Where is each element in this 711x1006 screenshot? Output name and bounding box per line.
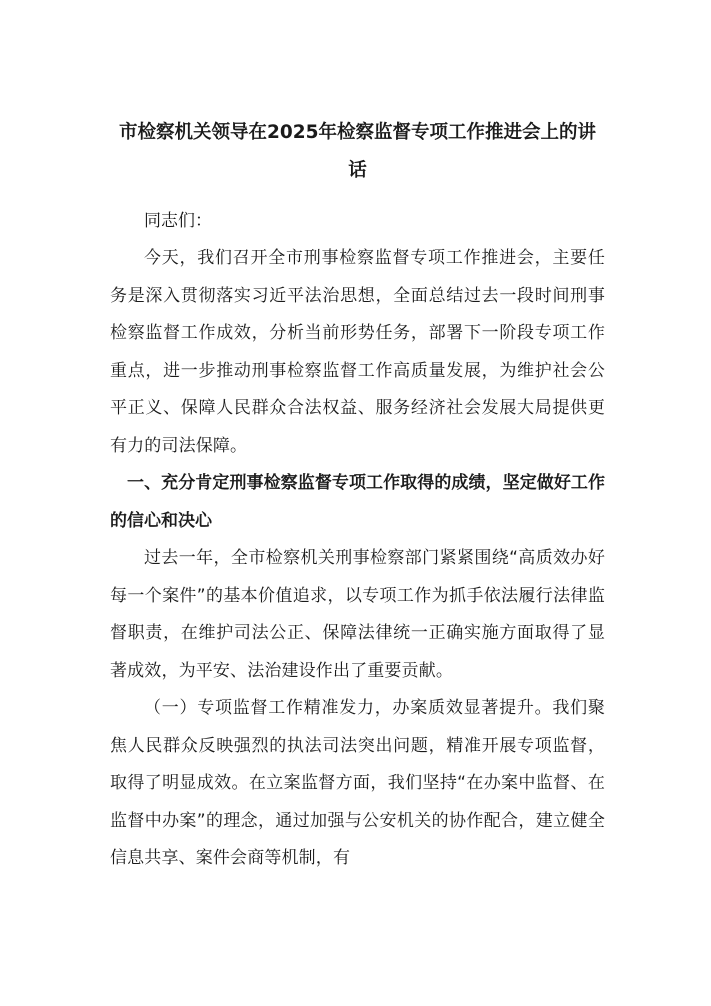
intro-paragraph: 今天，我们召开全市刑事检察监督专项工作推进会，主要任务是深入贯彻落实习近平法治思想，全面总结过去一段时间刑事检察监督工作成效，分析当前形势任务，部署下一阶段专项工作重点，进一步推动刑事检察监督工作高质量发展，为维护社会公平正义、保障人民群众合法权益、服务经济社会发展大局提供更有力的司法保障。: [110, 248, 605, 456]
section-paragraph: （一）专项监督工作精准发力，办案质效显著提升。我们聚焦人民群众反映强烈的执法司法突出问题，精准开展专项监督，取得了明显成效。在立案监督方面，我们坚持“在办案中监督、在监督中办案”的理念，通过加强与公安机关的协作配合，建立健全信息共享、案件会商等机制，有: [110, 698, 605, 868]
section-heading: 一、充分肯定刑事检察监督专项工作取得的成绩，坚定做好工作的信心和决心: [110, 473, 605, 531]
salutation: 同志们：: [144, 211, 212, 231]
section-paragraph: 过去一年，全市检察机关刑事检察部门紧紧围绕“高质效办好每一个案件”的基本价值追求，以专项工作为抓手依法履行法律监督职责，在维护司法公正、保障法律统一正确实施方面取得了显著成效，为平安、法治建设作出了重要贡献。: [110, 548, 605, 681]
document-title: 市检察机关领导在2025年检察监督专项工作推进会上的讲话: [119, 122, 596, 181]
document-body: [110, 114, 605, 878]
